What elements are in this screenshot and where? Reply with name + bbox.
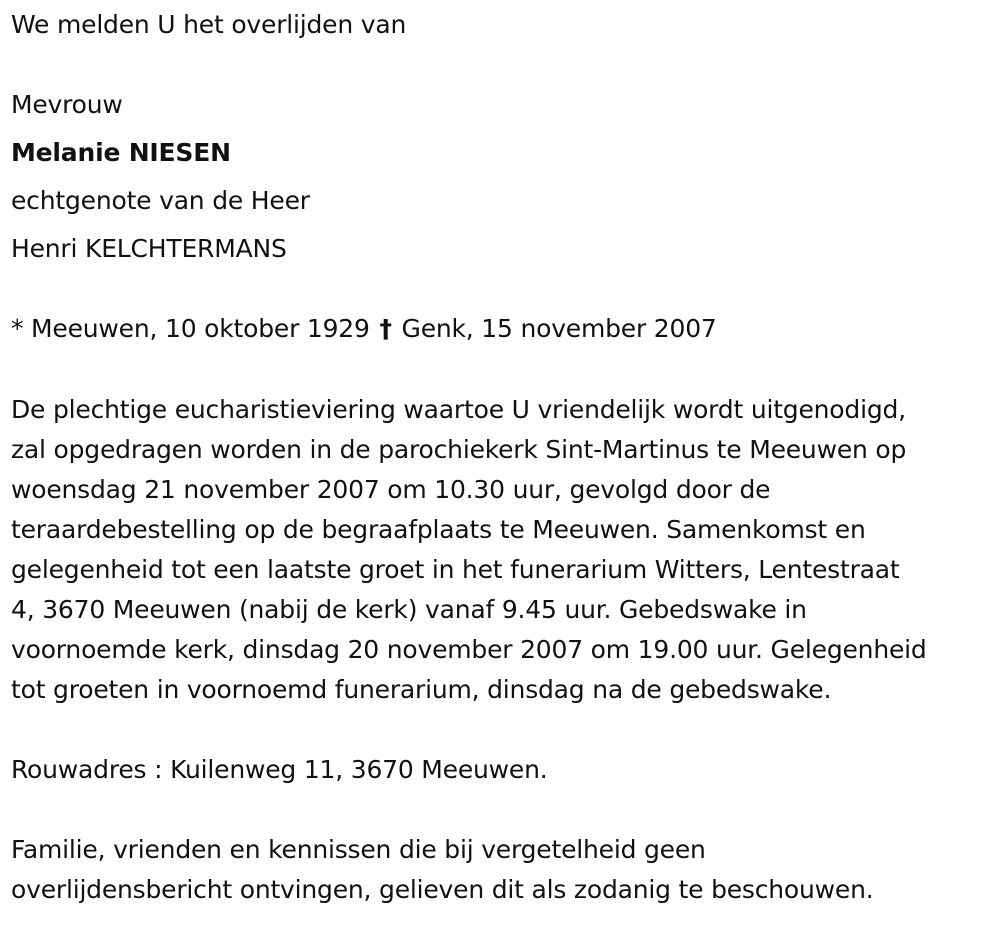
closing-paragraph xyxy=(11,830,996,910)
ceremony-line: voornoemde kerk, dinsdag 20 november 2007 om 19.00 uur. Gelegenheid xyxy=(11,635,927,664)
ceremony-line: De plechtige eucharistieviering waartoe U vriendelijk wordt uitgenodigd, xyxy=(11,395,906,424)
ceremony-line: woensdag 21 november 2007 om 10.30 uur, gevolgd door de xyxy=(11,475,771,504)
relation-text: echtgenote van de Heer xyxy=(11,186,310,215)
salutation: Mevrouw xyxy=(11,90,123,119)
ceremony-line: tot groeten in voornoemd funerarium, dinsdag na de gebedswake. xyxy=(11,675,832,704)
closing-line: overlijdensbericht ontvingen, gelieven dit als zodanig te beschouwen. xyxy=(11,875,874,904)
cross-icon: † xyxy=(379,314,392,343)
spouse-name: Henri KELCHTERMANS xyxy=(11,234,287,263)
dates-line xyxy=(11,314,717,344)
ceremony-line: gelegenheid tot een laatste groet in het funerarium Witters, Lentestraat xyxy=(11,555,900,584)
ceremony-line: zal opgedragen worden in de parochiekerk Sint-Martinus te Meeuwen op xyxy=(11,435,907,464)
ceremony-paragraph xyxy=(11,390,996,710)
ceremony-line: 4, 3670 Meeuwen (nabij de kerk) vanaf 9.45 uur. Gebedswake in xyxy=(11,595,807,624)
closing-line: Familie, vrienden en kennissen die bij vergetelheid geen xyxy=(11,835,706,864)
intro-text: We melden U het overlijden van xyxy=(11,10,407,39)
ceremony-line: teraardebestelling op de begraafplaats te Meeuwen. Samenkomst en xyxy=(11,515,866,544)
deceased-name: Melanie NIESEN xyxy=(11,138,231,167)
mourning-address: Rouwadres : Kuilenweg 11, 3670 Meeuwen. xyxy=(11,755,548,784)
birth-info: * Meeuwen, 10 oktober 1929 xyxy=(11,314,370,343)
death-info: Genk, 15 november 2007 xyxy=(401,314,717,343)
